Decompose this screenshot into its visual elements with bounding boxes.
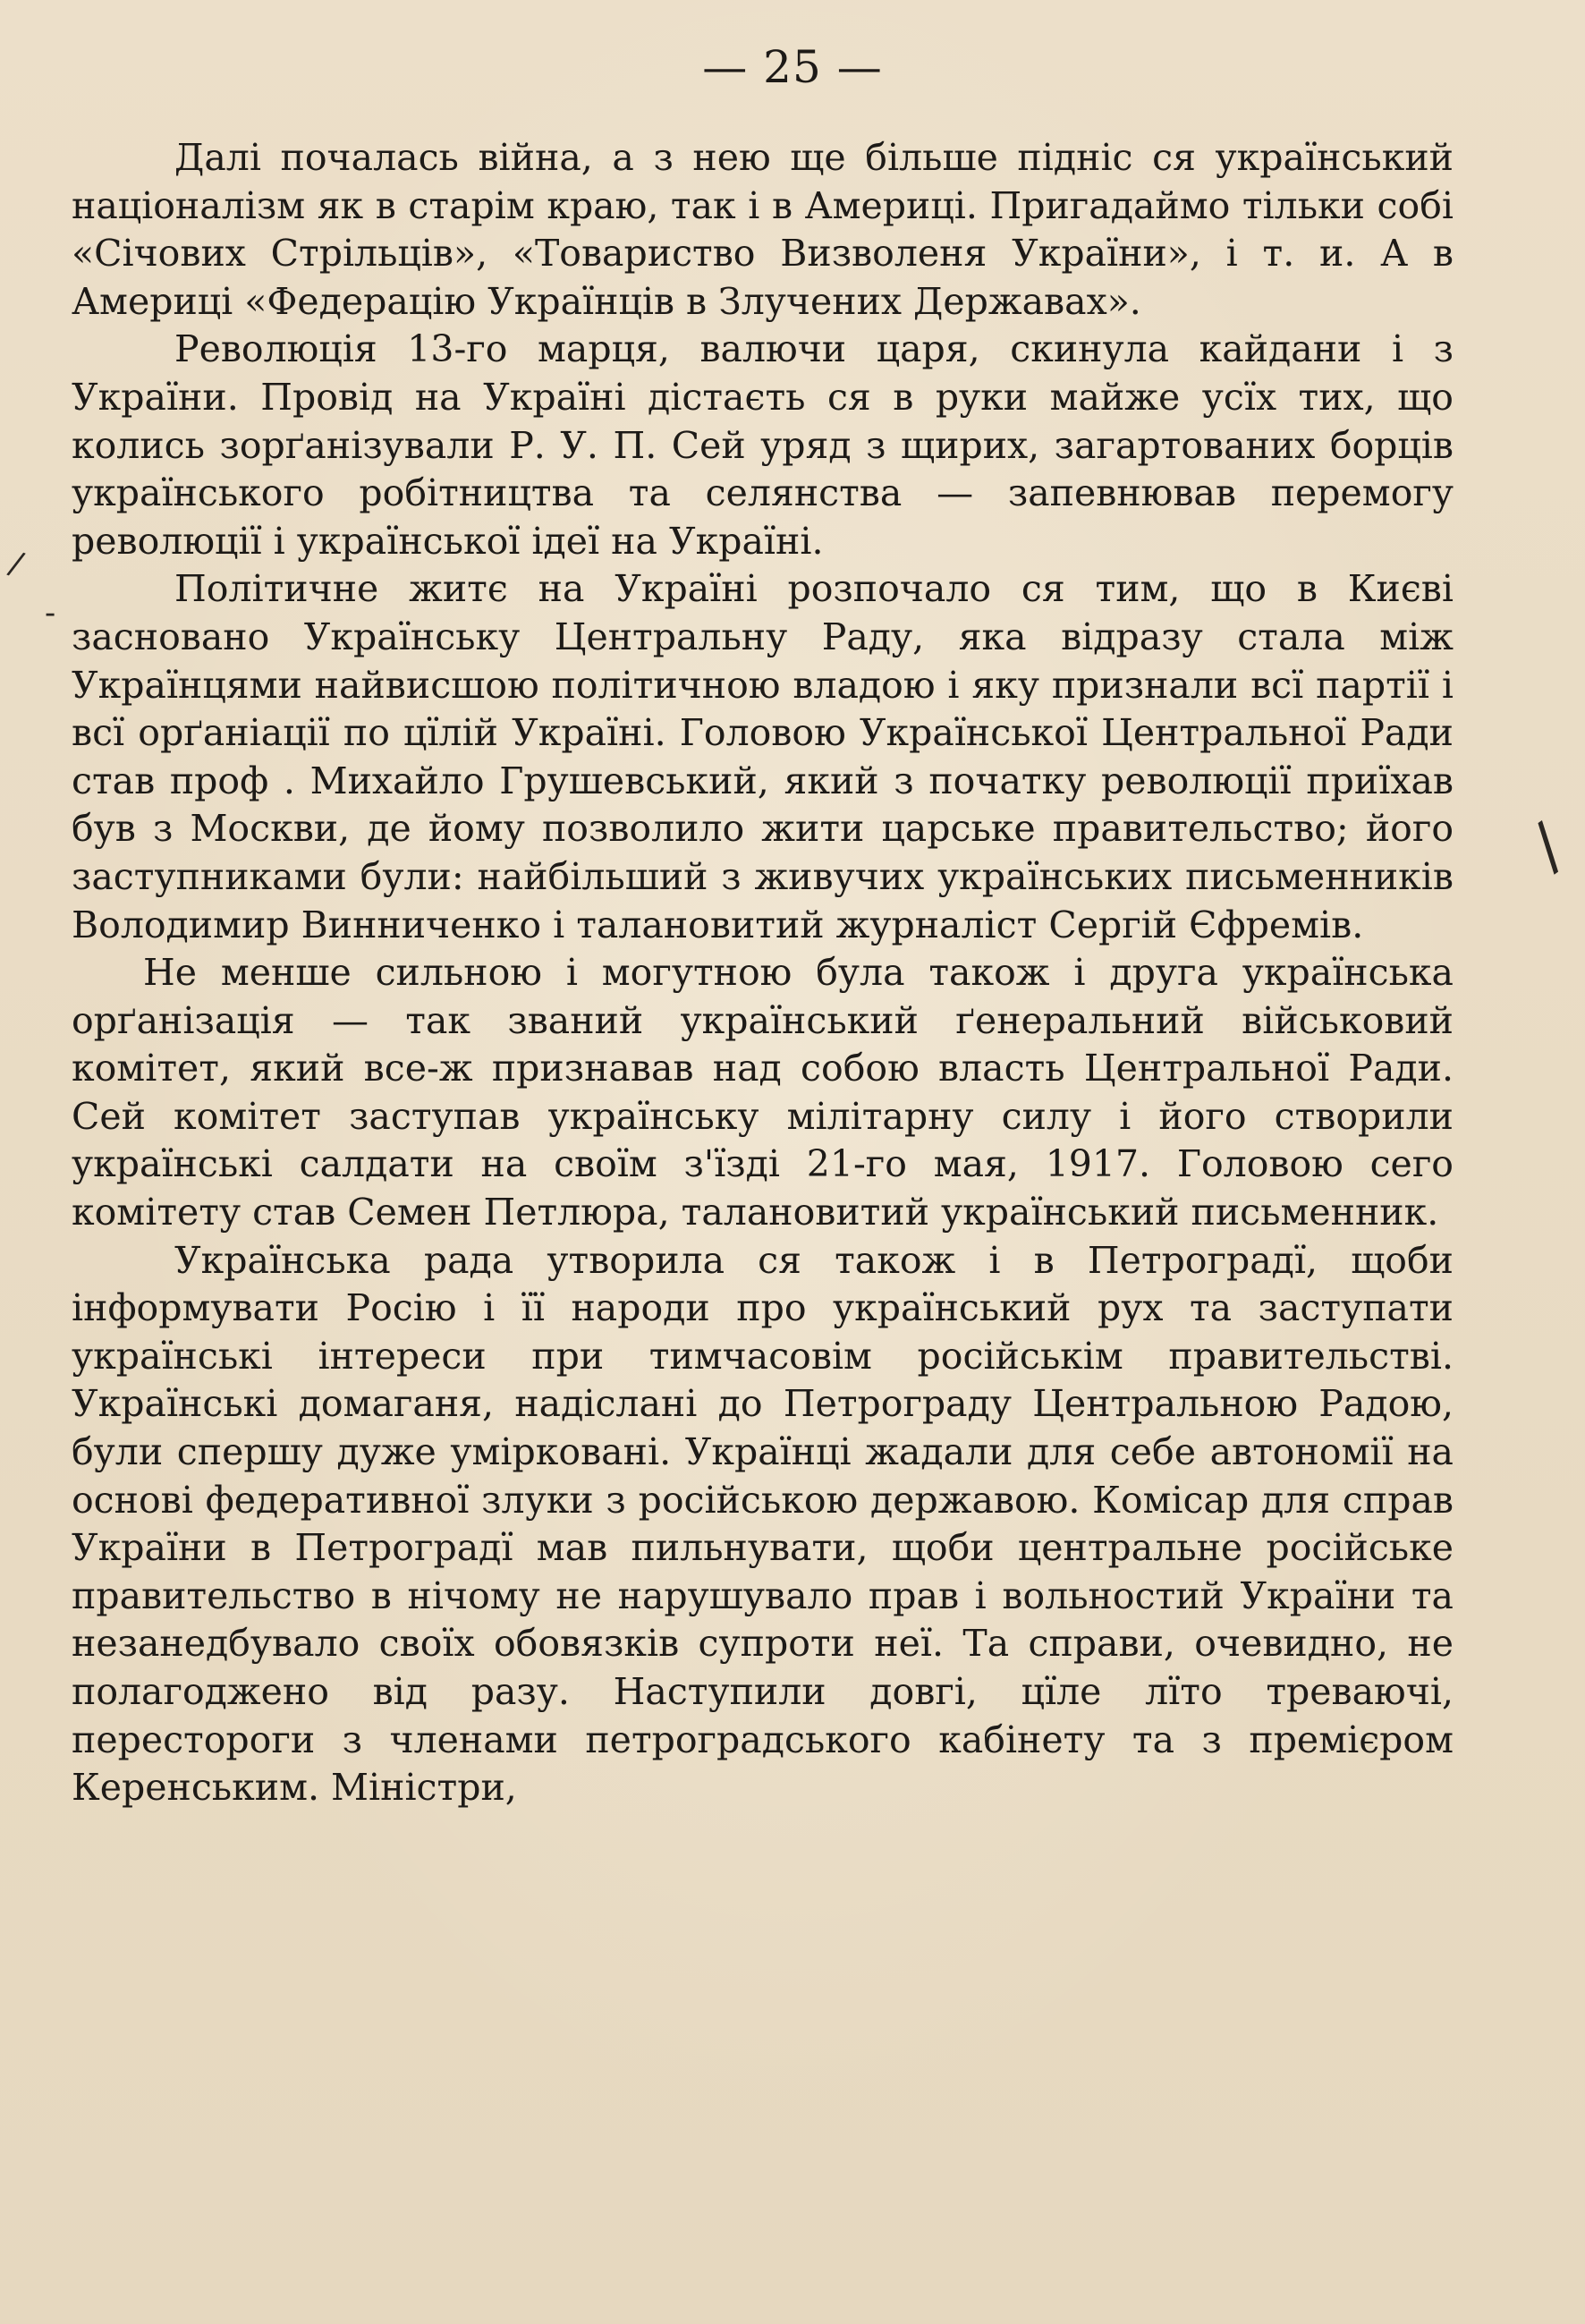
body-text bbox=[72, 134, 1454, 1812]
paragraph-military-committee: Не менше сильною і могутною була також і друга українська орґанізація — так званий український ґенеральний військовий комітет, який все-ж признавав над собою власть Центральної Ради. Сей комітет заступав українську мілітарну силу і його створили українські салдати на своїм з'їзді 21-го мая, 1917. Головою сего комітету став Семен Петлюра, талановитий український письменник. bbox=[72, 951, 1454, 1234]
paragraph-central-rada: Політичне житє на Україні розпочало ся тим, що в Києві засновано Українську Центральну Раду, яка відразу стала між Українцями найвисшою політичною владою і яку признали всї партії і всї орґаніації по цїлій Україні. Головою Української Центральної Ради став проф . Михайло Грушевський, який з початку революції приїхав був з Москви, де йому позволило жити царське правительство; його заступниками були: найбільший з живучих українських письменників Володимир Винниченко і талановитий журналіст Сергій Єфремів. bbox=[72, 567, 1454, 946]
page-number: — 25 — bbox=[702, 41, 883, 93]
paragraph-petrograd-rada: Українська рада утворила ся також і в Петроградї, щоби інформувати Росію і її народи про український рух та заступати українські інтереси при тимчасовім російськім правительстві. Українські домаганя, надіслані до Петрограду Центральною Радою, були спершу дуже умірковані. Українці жадали для себе автономії на основі федеративної злуки з російською державою. Комісар для справ України в Петроградї мав пильнувати, щоби центральне російське правительство в нічому не нарушувало прав і вольностий України та незанедбувало своїх обовязків супроти неї. Та справи, очевидно, не полагоджено від разу. Наступили довгі, цїле лїто треваючі, перестороги з членами петроградського кабінету та з премієром Керенським. Міністри, bbox=[72, 1238, 1454, 1810]
paragraph-revolution: Революція 13-го марця, валючи царя, скинула кайдани і з України. Провід на Україні дістаєть ся в руки майже усїх тих, що колись зорґанізували Р. У. П. Сей уряд з щирих, загартованих борців українського робітництва та селянства — запевнював перемогу революції і української ідеї на Україні. bbox=[72, 327, 1454, 563]
margin-pencil-mark: / bbox=[4, 545, 28, 583]
margin-pencil-mark: / bbox=[1517, 810, 1577, 883]
paragraph-war-nationalism: Далі почалась війна, а з нею ще більше підніс ся український націоналізм як в старім краю, так і в Америці. Пригадаймо тільки собі «Січових Стрільців», «Товариство Визволеня України», і т. и. А в Америці «Федерацію Українців в Злучених Державах». bbox=[72, 136, 1454, 323]
margin-pencil-mark: - bbox=[45, 595, 56, 632]
